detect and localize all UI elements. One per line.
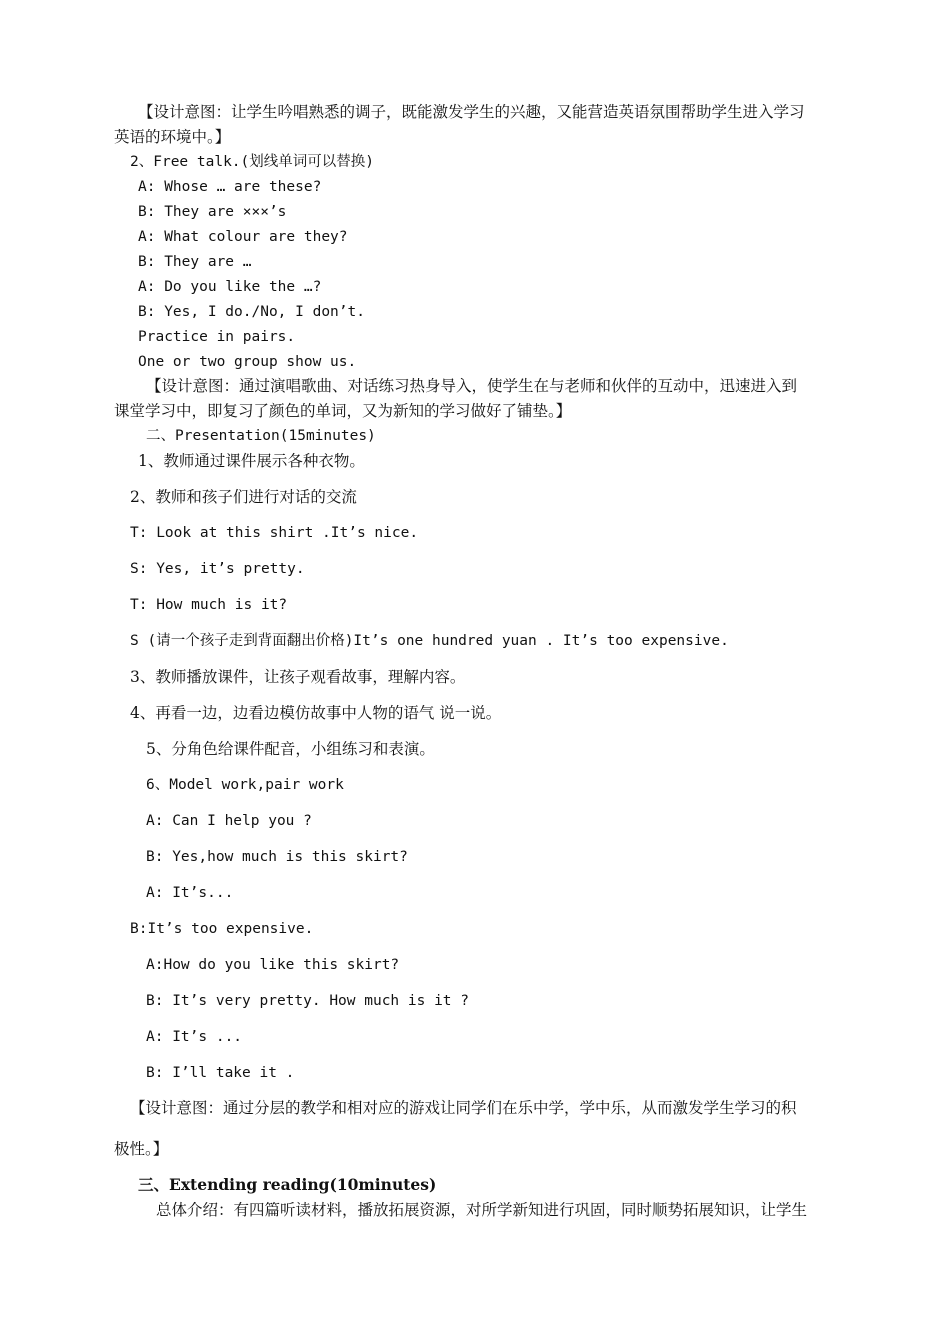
design-intent-3-line-1: 【设计意图：通过分层的教学和相对应的游戏让同学们在乐中学，学中乐，从而激发学生学习的积: [130, 1099, 797, 1117]
dialogue-line: B: They are ×××’s: [138, 204, 287, 220]
step-line: 2、教师和孩子们进行对话的交流: [130, 488, 357, 506]
free-talk-heading: 2、Free talk.(划线单词可以替换): [130, 154, 374, 170]
dialogue-line: B: I’ll take it .: [146, 1065, 295, 1081]
instruction-line: Practice in pairs.: [138, 329, 296, 345]
step-line: 4、再看一边，边看边模仿故事中人物的语气 说一说。: [130, 704, 502, 722]
step-line: 6、Model work,pair work: [146, 777, 344, 793]
dialogue-line: A: Can I help you ?: [146, 813, 312, 829]
dialogue-line: S (请一个孩子走到背面翻出价格)It’s one hundred yuan . It’s too expensive.: [130, 633, 729, 649]
dialogue-line: B: It’s very pretty. How much is it ?: [146, 993, 470, 1009]
dialogue-line: S: Yes, it’s pretty.: [130, 561, 305, 577]
design-intent-1-line-1: 【设计意图：让学生吟唱熟悉的调子，既能激发学生的兴趣，又能营造英语氛围帮助学生进入学习: [138, 103, 805, 121]
design-intent-2-line-1: 【设计意图：通过演唱歌曲、对话练习热身导入，使学生在与老师和伙伴的互动中，迅速进入到: [146, 377, 798, 395]
dialogue-line: A: Do you like the …?: [138, 279, 322, 295]
dialogue-line: A: What colour are they?: [138, 229, 348, 245]
design-intent-3-line-2: 极性。】: [114, 1140, 169, 1158]
dialogue-line: B: Yes, I do./No, I don’t.: [138, 304, 365, 320]
instruction-line: One or two group show us.: [138, 354, 357, 370]
dialogue-line: A: Whose … are these?: [138, 179, 322, 195]
dialogue-line: B: Yes,how much is this skirt?: [146, 849, 408, 865]
step-line: 3、教师播放课件，让孩子观看故事，理解内容。: [130, 668, 466, 686]
step-line: 5、分角色给课件配音，小组练习和表演。: [146, 740, 435, 758]
dialogue-line: T: How much is it?: [130, 597, 288, 613]
section-heading-extending-reading: 三、Extending reading(10minutes): [138, 1175, 437, 1194]
dialogue-line: B:It’s too expensive.: [130, 921, 314, 937]
overview-line: 总体介绍：有四篇听读材料，播放拓展资源，对所学新知进行巩固，同时顺势拓展知识，让学生: [156, 1201, 808, 1219]
section-heading-presentation: 二、Presentation(15minutes): [146, 428, 376, 444]
dialogue-line: A:How do you like this skirt?: [146, 957, 400, 973]
design-intent-1-line-2: 英语的环境中。】: [114, 128, 231, 146]
dialogue-line: A: It’s ...: [146, 1029, 243, 1045]
step-line: 1、教师通过课件展示各种衣物。: [138, 452, 365, 470]
dialogue-line: A: It’s...: [146, 885, 234, 901]
dialogue-line: T: Look at this shirt .It’s nice.: [130, 525, 419, 541]
design-intent-2-line-2: 课堂学习中，即复习了颜色的单词，又为新知的学习做好了铺垫。】: [114, 402, 572, 420]
dialogue-line: B: They are …: [138, 254, 252, 270]
